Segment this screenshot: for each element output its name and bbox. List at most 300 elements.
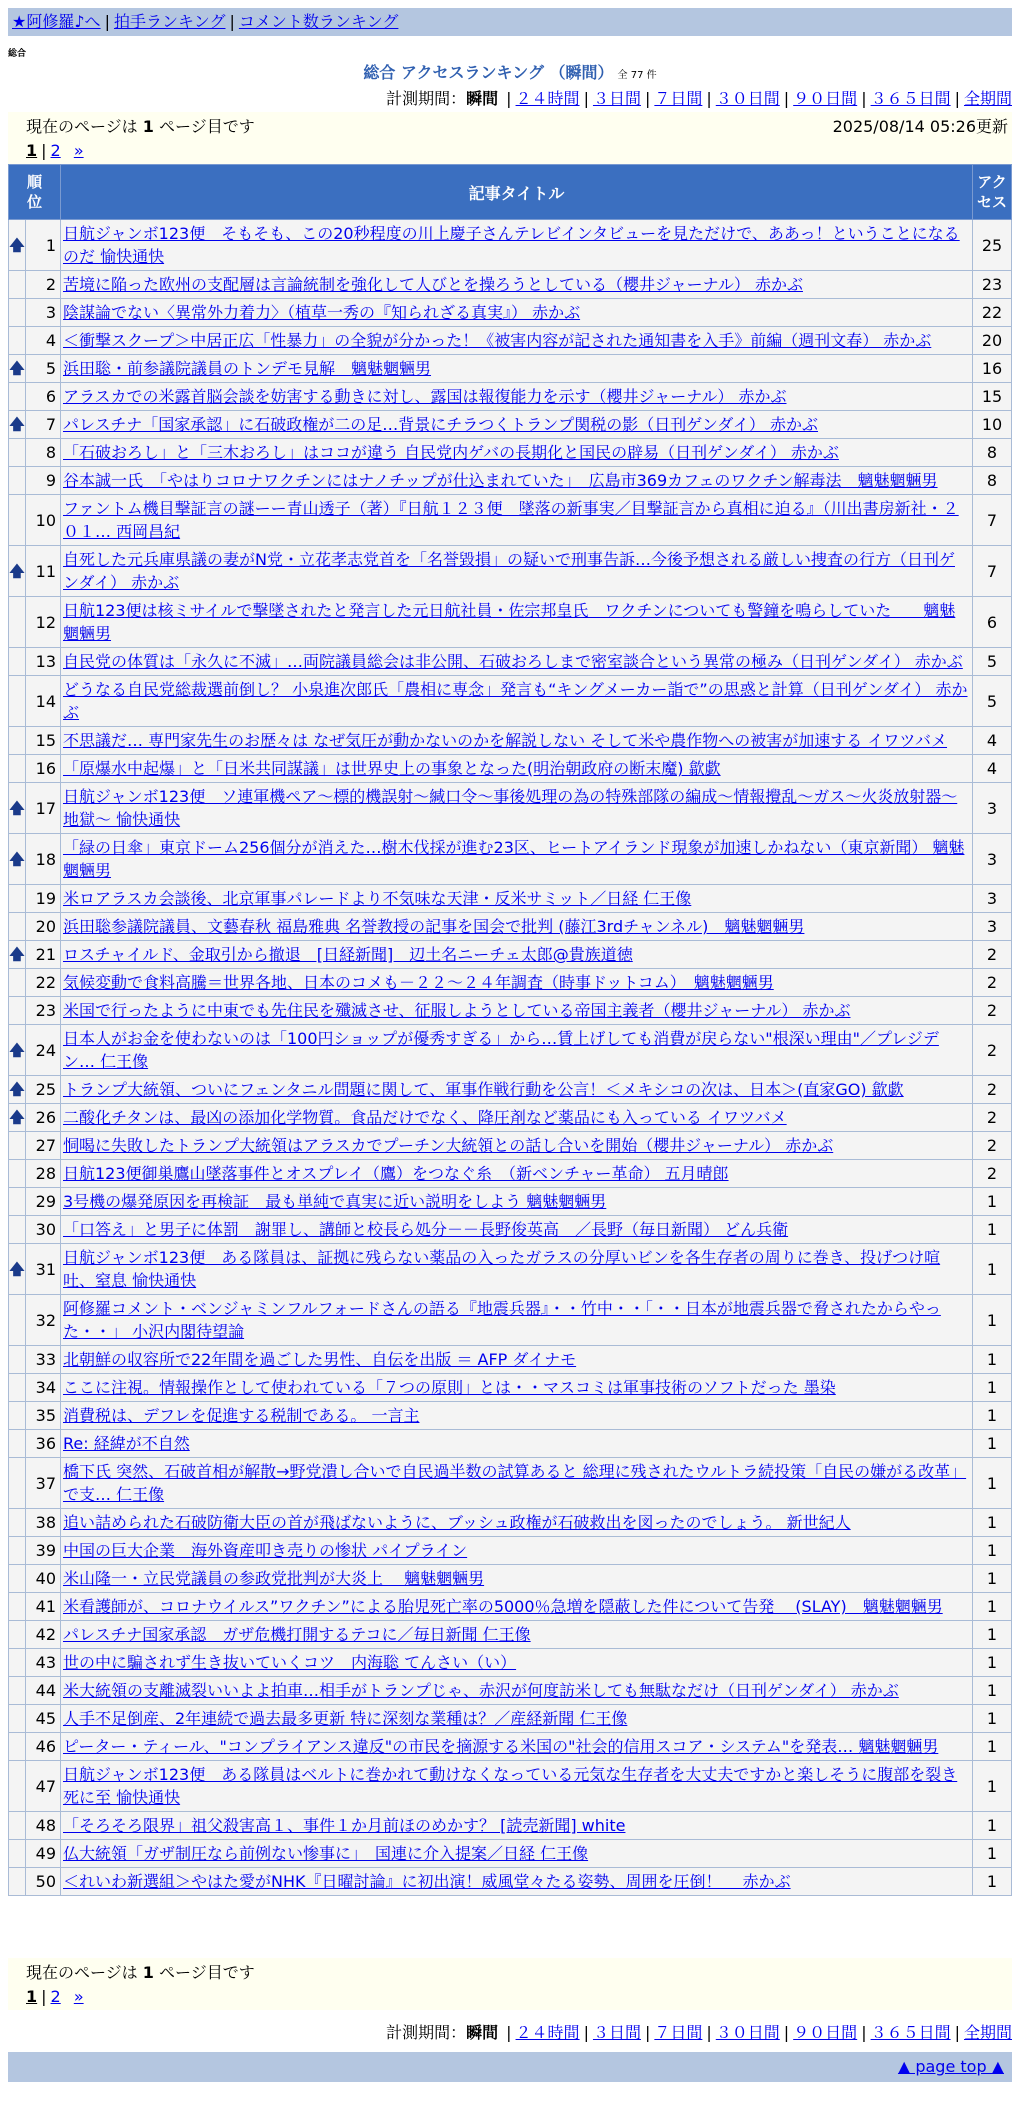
up-arrow-icon: 🡅	[9, 945, 25, 963]
table-row	[9, 1076, 1012, 1104]
table-row	[9, 1244, 1012, 1295]
rank-change-cell	[9, 648, 26, 676]
article-title-link[interactable]: 橋下氏 突然、石破首相が解散→野党潰し合いで自民過半数の試算あると 総理に残されたウルトラ続投策「自民の嫌がる改革」で支… 仁王像	[63, 1462, 967, 1504]
article-title-cell	[61, 467, 973, 495]
table-row	[9, 1374, 1012, 1402]
page-link-2-bottom[interactable]: 2	[50, 1987, 61, 2006]
article-title-link[interactable]: Re: 経緯が不自然	[63, 1434, 190, 1453]
table-row	[9, 834, 1012, 885]
access-count: 2	[973, 1104, 1012, 1132]
access-count: 1	[973, 1346, 1012, 1374]
table-row	[9, 1346, 1012, 1374]
rank-change-cell	[9, 327, 26, 355]
table-row	[9, 676, 1012, 727]
table-row	[9, 1160, 1012, 1188]
article-title-link[interactable]: アラスカでの米露首脳会談を妨害する動きに対し、露国は報復能力を示す（櫻井ジャーナル） 赤かぶ	[63, 387, 787, 406]
page-link-1[interactable]: 1	[26, 141, 38, 160]
access-count: 22	[973, 299, 1012, 327]
rank-change-cell	[9, 1430, 26, 1458]
rank-change-cell	[9, 383, 26, 411]
rank-number: 18	[26, 834, 61, 885]
rank-change-cell	[9, 1840, 26, 1868]
article-title-link[interactable]: 恫喝に失敗したトランプ大統領はアラスカでプーチン大統領との話し合いを開始（櫻井ジャーナル） 赤かぶ	[63, 1136, 834, 1155]
rank-number: 15	[26, 727, 61, 755]
period-link-365d[interactable]: ３６５日間	[870, 89, 951, 108]
rank-change-cell	[9, 885, 26, 913]
rank-number: 25	[26, 1076, 61, 1104]
rank-number: 48	[26, 1812, 61, 1840]
rank-number: 36	[26, 1430, 61, 1458]
page-info-top	[8, 112, 1012, 164]
table-row	[9, 1537, 1012, 1565]
rank-change-cell	[9, 1402, 26, 1430]
article-title-cell	[61, 299, 973, 327]
access-count: 1	[973, 1761, 1012, 1812]
article-title-cell	[61, 1346, 973, 1374]
rank-number: 11	[26, 546, 61, 597]
rank-number: 1	[26, 220, 61, 271]
rank-number: 21	[26, 941, 61, 969]
article-title-link[interactable]: 「口答え」と男子に体罰 謝罪し、講師と校長ら処分－－長野俊英高 ／長野（毎日新聞） どん兵衛	[63, 1220, 789, 1239]
rank-number: 45	[26, 1705, 61, 1733]
access-count: 1	[973, 1868, 1012, 1896]
article-title-cell	[61, 1733, 973, 1761]
period-link-3d[interactable]: ３日間	[592, 89, 641, 108]
table-row	[9, 969, 1012, 997]
rank-number: 24	[26, 1025, 61, 1076]
access-count: 1	[973, 1430, 1012, 1458]
rank-change-cell	[9, 1216, 26, 1244]
article-title-cell	[61, 355, 973, 383]
rank-number: 10	[26, 495, 61, 546]
article-title-link[interactable]: 陰謀論でない〈異常外力着力〉（植草一秀の『知られざる真実』） 赤かぶ	[63, 303, 581, 322]
nav-link-comment-ranking[interactable]: コメント数ランキング	[238, 12, 399, 31]
rank-change-cell	[9, 1458, 26, 1509]
rank-number: 44	[26, 1677, 61, 1705]
table-row	[9, 1216, 1012, 1244]
table-row	[9, 1593, 1012, 1621]
period-link-24h-bottom[interactable]: ２４時間	[515, 2023, 580, 2042]
page-info-bottom	[8, 1958, 1012, 2010]
ranking-table-body	[9, 220, 1012, 1896]
article-title-cell	[61, 1593, 973, 1621]
article-title-link[interactable]: 日航123便御巣鷹山墜落事件とオスプレイ（鷹）をつなぐ糸 （新ベンチャー革命） 五月晴郎	[63, 1164, 729, 1183]
access-count: 1	[973, 1812, 1012, 1840]
table-row	[9, 1104, 1012, 1132]
table-row	[9, 355, 1012, 383]
table-row	[9, 1430, 1012, 1458]
article-title-link[interactable]: 中国の巨大企業 海外資産叩き売りの惨状 パイプライン	[63, 1541, 468, 1560]
rank-change-cell	[9, 1295, 26, 1346]
access-count: 3	[973, 783, 1012, 834]
rank-change-cell	[9, 1649, 26, 1677]
period-link-24h[interactable]: ２４時間	[515, 89, 580, 108]
article-title-link[interactable]: 「そろそろ限界」祖父殺害高１、事件１か月前ほのめかす？ [読売新聞] white	[63, 1816, 626, 1835]
article-title-cell	[61, 1160, 973, 1188]
article-title-link[interactable]: 米ロアラスカ会談後、北京軍事パレードより不気味な天津・反米サミット／日経 仁王像	[63, 889, 692, 908]
page-link-1-bottom[interactable]: 1	[26, 1987, 38, 2006]
article-title-cell	[61, 495, 973, 546]
access-count: 25	[973, 220, 1012, 271]
period-link-30d-bottom[interactable]: ３０日間	[715, 2023, 780, 2042]
rank-change-cell	[9, 1868, 26, 1896]
article-title-link[interactable]: 仏大統領「ガザ制圧なら前例ない惨事に」 国連に介入提案／日経 仁王像	[63, 1844, 589, 1863]
rank-number: 43	[26, 1649, 61, 1677]
article-title-link[interactable]: 阿修羅コメント・ベンジャミンフルフォードさんの語る『地震兵器』・・竹中・・「・・日本が地震兵器で脅されたからやった・・」 小沢内閣待望論	[63, 1299, 941, 1341]
article-title-cell	[61, 1188, 973, 1216]
rank-change-cell	[9, 1244, 26, 1295]
article-title-link[interactable]: 米看護師が、コロナウイルス”ワクチン”による胎児死亡率の5000％急増を隠蔽した件について告発 (SLAY) 魑魅魍魎男	[63, 1597, 943, 1616]
article-title-cell	[61, 997, 973, 1025]
access-count: 7	[973, 495, 1012, 546]
rank-number: 50	[26, 1868, 61, 1896]
page-link-next-bottom[interactable]: »	[73, 1987, 84, 2006]
up-arrow-icon: 🡅	[9, 1259, 25, 1278]
table-row	[9, 1868, 1012, 1896]
rank-change-cell	[9, 1761, 26, 1812]
article-title-link[interactable]: 谷本誠一氏 「やはりコロナワクチンにはナノチップが仕込まれていた」 広島市369カフェのワクチン解毒法 魑魅魍魎男	[63, 471, 938, 490]
access-count: 23	[973, 271, 1012, 299]
article-title-link[interactable]: 人手不足倒産、2年連続で過去最多更新 特に深刻な業種は？／産経新聞 仁王像	[63, 1709, 628, 1728]
access-count: 1	[973, 1537, 1012, 1565]
table-row	[9, 1761, 1012, 1812]
rank-number: 39	[26, 1537, 61, 1565]
article-title-link[interactable]: 米山隆一・立民党議員の参政党批判が大炎上 魑魅魍魎男	[63, 1569, 485, 1588]
rank-change-cell	[9, 1025, 26, 1076]
rank-change-cell	[9, 1733, 26, 1761]
page-title	[0, 60, 1020, 83]
access-count: 1	[973, 1733, 1012, 1761]
rank-number: 31	[26, 1244, 61, 1295]
access-count: 1	[973, 1705, 1012, 1733]
article-title-cell	[61, 327, 973, 355]
article-title-cell	[61, 1840, 973, 1868]
rank-change-cell	[9, 439, 26, 467]
rank-change-cell	[9, 1593, 26, 1621]
rank-number: 38	[26, 1509, 61, 1537]
rank-change-cell	[9, 1132, 26, 1160]
table-row	[9, 755, 1012, 783]
table-row	[9, 1565, 1012, 1593]
article-title-cell	[61, 1402, 973, 1430]
rank-number: 20	[26, 913, 61, 941]
article-title-cell	[61, 1458, 973, 1509]
table-row	[9, 495, 1012, 546]
access-count: 4	[973, 727, 1012, 755]
article-title-link[interactable]: 気候変動で食料高騰＝世界各地、日本のコメも－２２～２４年調査（時事ドットコム） 魑魅魍魎男	[63, 973, 774, 992]
article-title-link[interactable]: パレスチナ国家承認 ガザ危機打開するテコに／毎日新聞 仁王像	[63, 1625, 531, 1644]
access-count: 1	[973, 1509, 1012, 1537]
access-count: 1	[973, 1216, 1012, 1244]
article-title-cell	[61, 1761, 973, 1812]
access-count: 1	[973, 1458, 1012, 1509]
rank-number: 40	[26, 1565, 61, 1593]
table-row	[9, 220, 1012, 271]
up-arrow-icon: 🡅	[9, 415, 25, 433]
header-title: 記事タイトル	[61, 165, 973, 220]
article-title-link[interactable]: 米国で行ったように中東でも先住民を殲滅させ、征服しようとしている帝国主義者（櫻井ジャーナル） 赤かぶ	[63, 1001, 851, 1020]
period-link-30d[interactable]: ３０日間	[715, 89, 780, 108]
article-title-link[interactable]: 北朝鮮の収容所で22年間を過ごした男性、自伝を出版 ＝ AFP ダイナモ	[63, 1350, 577, 1369]
access-count: 4	[973, 755, 1012, 783]
article-title-link[interactable]: 「石破おろし」と「三木おろし」はココが違う 自民党内ゲバの長期化と国民の辟易（日刊ゲンダイ） 赤かぶ	[63, 443, 839, 462]
rank-change-cell	[9, 913, 26, 941]
article-title-link[interactable]: 3号機の爆発原因を再検証 最も単純で真実に近い説明をしよう 魑魅魍魎男	[63, 1192, 607, 1211]
rank-change-cell	[9, 1677, 26, 1705]
period-link-7d[interactable]: ７日間	[654, 89, 703, 108]
period-link-90d-bottom[interactable]: ９０日間	[793, 2023, 858, 2042]
article-title-link[interactable]: 世の中に騙されず生き抜いていくコツ 内海聡 てんさい（い）	[63, 1653, 517, 1672]
rank-number: 23	[26, 997, 61, 1025]
article-title-link[interactable]: 不思議だ… 専門家先生のお歴々は なぜ気圧が動かないのかを解説しない そして米や農作物への被害が加速する イワツバメ	[63, 731, 948, 750]
access-count: 2	[973, 941, 1012, 969]
article-title-link[interactable]: ロスチャイルド、金取引から撤退 [日経新聞] 辺土名ニーチェ太郎@貴族道徳	[63, 945, 633, 964]
table-row	[9, 1733, 1012, 1761]
rank-number: 6	[26, 383, 61, 411]
article-title-cell	[61, 755, 973, 783]
table-row	[9, 783, 1012, 834]
up-arrow-icon: 🡅	[9, 235, 25, 254]
table-row	[9, 648, 1012, 676]
nav-link-clap-ranking[interactable]: 拍手ランキング	[113, 12, 226, 31]
access-count: 3	[973, 913, 1012, 941]
access-count: 8	[973, 467, 1012, 495]
table-row	[9, 411, 1012, 439]
rank-change-cell	[9, 1188, 26, 1216]
rank-number: 19	[26, 885, 61, 913]
article-title-cell	[61, 1812, 973, 1840]
article-title-link[interactable]: ピーター・ティール、"コンプライアンス違反"の市民を摘源する米国の"社会的信用スコア・システム"を発表… 魑魅魍魎男	[63, 1737, 939, 1756]
rank-number: 49	[26, 1840, 61, 1868]
table-row	[9, 1458, 1012, 1509]
table-row	[9, 1295, 1012, 1346]
article-title-cell	[61, 411, 973, 439]
article-title-link[interactable]: どうなる自民党総裁選前倒し？ 小泉進次郎氏「農相に専念」発言も“キングメーカー詣で”の思惑と計算（日刊ゲンダイ） 赤かぶ	[63, 680, 968, 722]
period-link-all-bottom[interactable]: 全期間	[963, 2023, 1012, 2042]
rank-number: 22	[26, 969, 61, 997]
access-count: 1	[973, 1593, 1012, 1621]
table-row	[9, 467, 1012, 495]
access-count: 5	[973, 676, 1012, 727]
access-count: 2	[973, 997, 1012, 1025]
access-count: 1	[973, 1402, 1012, 1430]
page-top-link[interactable]: ▲ page top ▲	[897, 2057, 1004, 2076]
article-title-link[interactable]: 日本人がお金を使わないのは「100円ショップが優秀すぎる」から…賃上げしても消費が戻らない"根深い理由"／プレジデン… 仁王像	[63, 1029, 939, 1071]
table-row	[9, 1188, 1012, 1216]
period-link-90d[interactable]: ９０日間	[793, 89, 858, 108]
rank-number: 35	[26, 1402, 61, 1430]
period-link-all[interactable]: 全期間	[963, 89, 1012, 108]
article-title-link[interactable]: ＜れいわ新選組＞やはた愛がNHK『日曜討論』に初出演！威風堂々たる姿勢、周囲を圧倒！ 赤かぶ	[63, 1872, 791, 1891]
rank-number: 13	[26, 648, 61, 676]
article-title-cell	[61, 676, 973, 727]
article-title-cell	[61, 1868, 973, 1896]
table-row	[9, 1025, 1012, 1076]
article-title-cell	[61, 1509, 973, 1537]
table-row	[9, 1132, 1012, 1160]
article-title-cell	[61, 220, 973, 271]
article-title-link[interactable]: 追い詰められた石破防衛大臣の首が飛ばないように、ブッシュ政権が石破救出を図ったのでしょう。 新世紀人	[63, 1513, 851, 1532]
article-title-link[interactable]: 浜田聡・前参議院議員のトンデモ見解 魑魅魍魎男	[63, 359, 432, 378]
article-title-cell	[61, 1705, 973, 1733]
access-count: 10	[973, 411, 1012, 439]
article-title-cell	[61, 1621, 973, 1649]
article-title-link[interactable]: ファントム機目撃証言の謎ーー青山透子（著）『日航１２３便 墜落の新事実／目撃証言から真相に迫る』（川出書房新社・２０１… 西岡昌紀	[63, 499, 959, 541]
article-title-link[interactable]: ＜衝撃スクープ＞中居正広「性暴力」の全貌が分かった！《被害内容が記された通知書を入手》前編（週刊文春） 赤かぶ	[63, 331, 932, 350]
rank-number: 37	[26, 1458, 61, 1509]
access-count: 1	[973, 1188, 1012, 1216]
ranking-table	[8, 164, 1012, 1896]
table-row	[9, 727, 1012, 755]
section-label: 総合	[8, 49, 27, 59]
article-title-link[interactable]: 日航ジャンボ123便 ソ連軍機ペア〜標的機誤射〜緘口令〜事後処理の為の特殊部隊の編成〜情報攪乱〜ガス〜火炎放射器〜地獄〜 愉快通快	[63, 787, 958, 829]
rank-change-cell	[9, 1537, 26, 1565]
rank-number: 47	[26, 1761, 61, 1812]
rank-number: 29	[26, 1188, 61, 1216]
table-row	[9, 913, 1012, 941]
article-title-link[interactable]: 苦境に陥った欧州の支配層は言論統制を強化して人びとを操ろうとしている（櫻井ジャーナル） 赤かぶ	[63, 275, 803, 294]
article-title-cell	[61, 885, 973, 913]
article-title-cell	[61, 783, 973, 834]
rank-change-cell	[9, 1705, 26, 1733]
page-link-2[interactable]: 2	[50, 141, 61, 160]
rank-number: 41	[26, 1593, 61, 1621]
article-title-cell	[61, 1430, 973, 1458]
up-arrow-icon: 🡅	[9, 1040, 25, 1059]
article-title-link[interactable]: 自死した元兵庫県議の妻がN党・立花孝志党首を「名誉毀損」の疑いで刑事告訴…今後予想される厳しい捜査の行方（日刊ゲンダイ） 赤かぶ	[63, 550, 955, 592]
table-row	[9, 271, 1012, 299]
article-title-link[interactable]: ここに注視。情報操作として使われている「７つの原則」とは・・マスコミは軍事技術のソフトだった 墨染	[63, 1378, 836, 1397]
nav-separator: |	[104, 12, 110, 31]
nav-link-home[interactable]: ★阿修羅♪へ	[12, 12, 101, 31]
article-title-link[interactable]: 「緑の日傘」東京ドーム256個分が消えた…樹木伐採が進む23区、ヒートアイランド現象が加速しかねない（東京新聞） 魑魅魍魎男	[63, 838, 965, 880]
table-row	[9, 885, 1012, 913]
up-arrow-icon: 🡅	[9, 798, 25, 817]
table-header-row	[9, 165, 1012, 220]
article-title-link[interactable]: 日航ジャンボ123便 そもそも、この20秒程度の川上慶子さんテレビインタビューを見ただけで、ああっ！ということになるのだ 愉快通快	[63, 224, 960, 266]
rank-change-cell	[9, 546, 26, 597]
rank-number: 46	[26, 1733, 61, 1761]
period-label: 計測期間：	[386, 89, 467, 108]
table-row	[9, 1509, 1012, 1537]
access-count: 3	[973, 885, 1012, 913]
rank-change-cell	[9, 597, 26, 648]
rank-number: 17	[26, 783, 61, 834]
article-title-link[interactable]: 米大統領の支離滅裂いいよよ拍車…相手がトランプじゃ、赤沢が何度訪米しても無駄なだけ（日刊ゲンダイ） 赤かぶ	[63, 1681, 899, 1700]
article-title-cell	[61, 1649, 973, 1677]
top-nav-bar	[8, 8, 1012, 36]
rank-number: 9	[26, 467, 61, 495]
article-title-cell	[61, 941, 973, 969]
access-count: 8	[973, 439, 1012, 467]
rank-change-cell	[9, 676, 26, 727]
rank-change-cell	[9, 941, 26, 969]
access-count: 1	[973, 1295, 1012, 1346]
table-row	[9, 299, 1012, 327]
article-title-link[interactable]: 日航ジャンボ123便 ある隊員は、証拠に残らない薬品の入ったガラスの分厚いビンを各生存者の周りに巻き、投げつけ喧吐、窒息 愉快通快	[63, 1248, 941, 1290]
article-title-cell	[61, 271, 973, 299]
rank-number: 16	[26, 755, 61, 783]
rank-number: 34	[26, 1374, 61, 1402]
article-title-cell	[61, 913, 973, 941]
period-link-3d-bottom[interactable]: ３日間	[592, 2023, 641, 2042]
rank-number: 7	[26, 411, 61, 439]
current-page-text-bottom: 現在のページは 1 ページ目です	[26, 1963, 255, 1982]
rank-number: 27	[26, 1132, 61, 1160]
article-title-cell	[61, 969, 973, 997]
access-count: 1	[973, 1840, 1012, 1868]
article-title-cell	[61, 1025, 973, 1076]
access-count: 1	[973, 1649, 1012, 1677]
period-selector-top: 計測期間：瞬間 | ２４時間 | ３日間 | ７日間 | ３０日間 | ９０日間 | ３６５日間 | 全期間	[386, 89, 1012, 108]
article-title-cell	[61, 1374, 973, 1402]
page-link-next[interactable]: »	[73, 141, 84, 160]
article-title-cell	[61, 546, 973, 597]
article-title-link[interactable]: 日航123便は核ミサイルで撃墜されたと発言した元日航社員・佐宗邦皇氏 ワクチンについても警鐘を鳴らしていた 魑魅魍魎男	[63, 601, 956, 643]
table-row	[9, 1621, 1012, 1649]
rank-number: 42	[26, 1621, 61, 1649]
rank-change-cell	[9, 783, 26, 834]
article-title-link[interactable]: 浜田聡参議院議員、文藝春秋 福島雅典 名誉教授の記事を国会で批判 (藤江3rdチャンネル) 魑魅魍魎男	[63, 917, 805, 936]
rank-number: 2	[26, 271, 61, 299]
header-access: アクセス	[973, 165, 1012, 220]
rank-change-cell	[9, 1509, 26, 1537]
access-count: 1	[973, 1621, 1012, 1649]
access-count: 3	[973, 834, 1012, 885]
access-count: 2	[973, 969, 1012, 997]
rank-change-cell	[9, 411, 26, 439]
current-page-text: 現在のページは 1 ページ目です	[26, 117, 255, 136]
access-count: 2	[973, 1132, 1012, 1160]
rank-change-cell	[9, 495, 26, 546]
page-title-text: 総合 アクセスランキング （瞬間）	[363, 63, 614, 82]
rank-number: 28	[26, 1160, 61, 1188]
access-count: 5	[973, 648, 1012, 676]
article-title-cell	[61, 1677, 973, 1705]
article-title-link[interactable]: 日航ジャンボ123便 ある隊員はベルトに巻かれて動けなくなっている元気な生存者を大丈夫ですかと楽しそうに腹部を裂き死に至 愉快通快	[63, 1765, 958, 1807]
article-title-link[interactable]: 自民党の体質は「永久に不滅」…両院議員総会は非公開、石破おろしまで密室談合という異常の極み（日刊ゲンダイ） 赤かぶ	[63, 652, 963, 671]
article-title-link[interactable]: 「原爆水中起爆」と「日米共同謀議」は世界史上の事象となった(明治朝政府の断末魔) 歙歔	[63, 759, 721, 778]
period-link-365d-bottom[interactable]: ３６５日間	[870, 2023, 951, 2042]
rank-change-cell	[9, 1104, 26, 1132]
up-arrow-icon: 🡅	[9, 1108, 25, 1126]
pagination-bottom: 1 | 2 »	[26, 1987, 84, 2006]
article-title-cell	[61, 1104, 973, 1132]
table-row	[9, 941, 1012, 969]
period-current: 瞬間	[466, 89, 499, 108]
updated-timestamp: 2025/08/14 05:26更新	[832, 117, 1008, 136]
table-row	[9, 383, 1012, 411]
rank-number: 3	[26, 299, 61, 327]
article-title-link[interactable]: 二酸化チタンは、最凶の添加化学物質。食品だけでなく、降圧剤など薬品にも入っている イワツバメ	[63, 1108, 787, 1127]
article-title-link[interactable]: 消費税は、デフレを促進する税制である。 一言主	[63, 1406, 420, 1425]
rank-number: 14	[26, 676, 61, 727]
article-title-link[interactable]: パレスチナ「国家承認」に石破政権が二の足…背景にチラつくトランプ関税の影（日刊ゲンダイ） 赤かぶ	[63, 415, 819, 434]
rank-change-cell	[9, 271, 26, 299]
rank-number: 8	[26, 439, 61, 467]
rank-change-cell	[9, 220, 26, 271]
table-row	[9, 1705, 1012, 1733]
article-title-cell	[61, 648, 973, 676]
access-count: 7	[973, 546, 1012, 597]
access-count: 1	[973, 1677, 1012, 1705]
table-row	[9, 1677, 1012, 1705]
period-link-7d-bottom[interactable]: ７日間	[654, 2023, 703, 2042]
access-count: 20	[973, 327, 1012, 355]
rank-number: 30	[26, 1216, 61, 1244]
article-title-link[interactable]: トランプ大統領、ついにフェンタニル問題に関して、軍事作戦行動を公言！＜メキシコの次は、日本＞(直家GO) 歙歔	[63, 1080, 904, 1099]
rank-change-cell	[9, 1565, 26, 1593]
